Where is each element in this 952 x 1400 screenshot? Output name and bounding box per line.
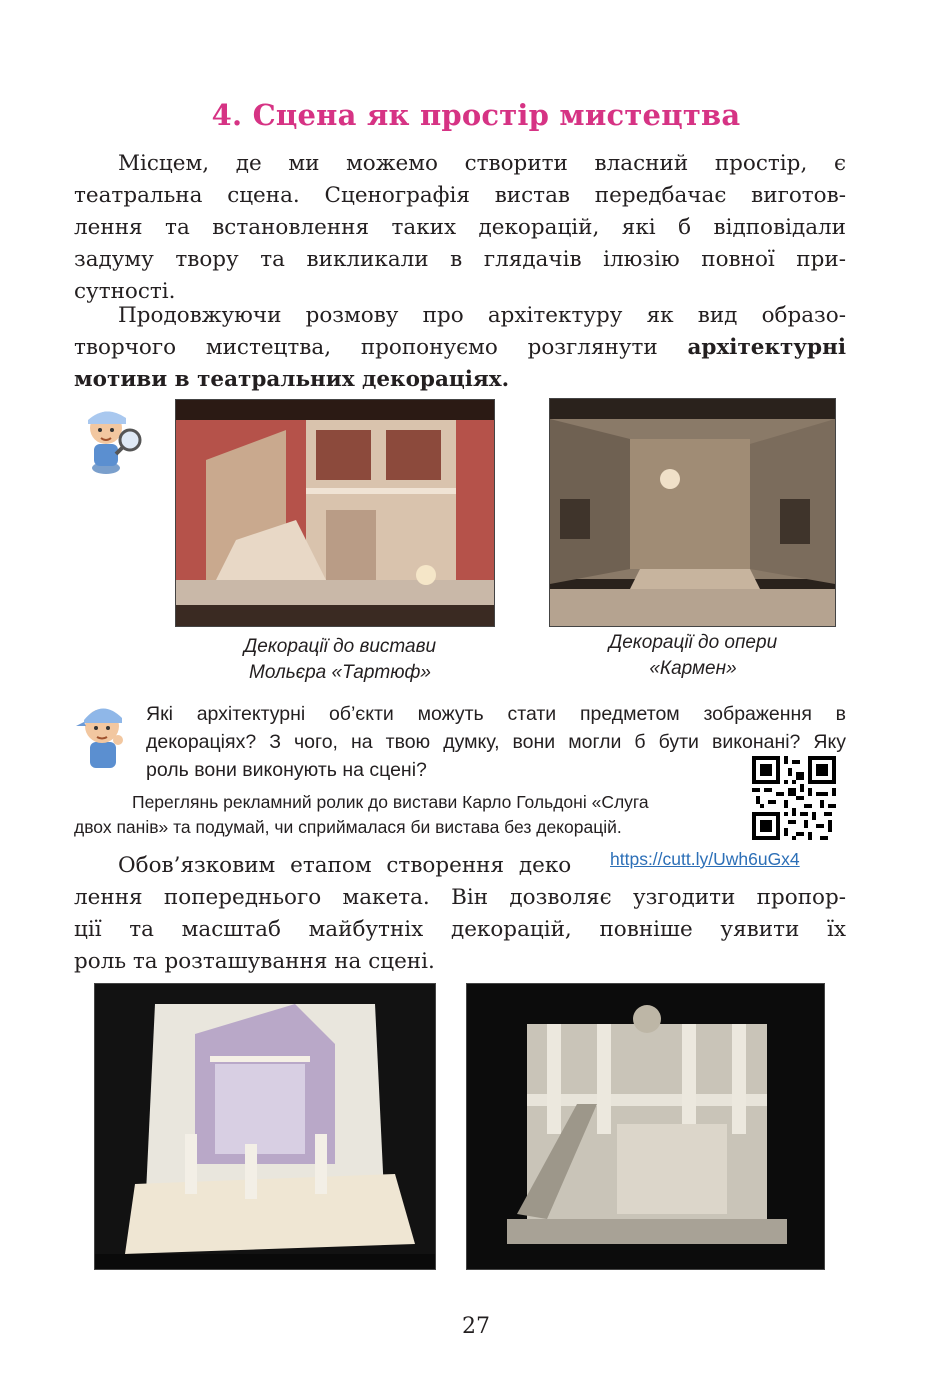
normal-text: творчого мистецтва, пропонуємо розглянути [74,335,688,360]
paragraph-line: ції та масштаб майбутніх декорацій, повніше уявити їх [74,917,846,942]
paragraph-architecture [74,300,846,396]
bold-term: архітектурні [687,335,846,360]
video-task-line: двох панів» та подумай, чи сприймалася би вистава без декорацій. [74,817,622,837]
question-line: декораціях? З чого, на твою думку, вони могли б бути виконані? Яку [146,731,846,753]
boy-magnifier-icon [76,398,148,478]
caption-line: «Кармен» [649,658,737,679]
video-task-line: Переглянь рекламний ролик до вистави Карло Гольдоні «Слуга [132,792,649,812]
video-link[interactable]: https://cutt.ly/Uwh6uGx4 [610,849,800,869]
paragraph-line: лення та встановлення таких декорацій, які б відповідали [74,215,846,240]
paragraph-intro [74,148,846,308]
question-line: Які архітектурні об’єкти можуть стати предметом зображення в [146,703,846,725]
carmen-caption [548,630,838,682]
paragraph-line [74,332,846,364]
palace-model-photo [466,983,825,1270]
bold-term: мотиви в театральних декораціях. [74,367,510,392]
paragraph-line: роль та розташування на сцені. [74,949,435,974]
house-model-photo [94,983,436,1270]
boy-thinking-icon [74,696,134,772]
paragraph-line: лення попереднього макета. Він дозволяє узгодити пропор- [74,885,846,910]
tartuffe-caption [185,634,495,686]
paragraph-line: театральна сцена. Сценографія вистав передбачає виготов- [74,183,846,208]
section-title: 4. Сцена як простір мистецтва [211,98,741,132]
question-line: роль вони виконують на сцені? [146,759,427,781]
paragraph-line: Продовжуючи розмову про архітектуру як вид образо- [118,303,846,328]
paragraph-line [74,364,846,396]
qr-code-icon[interactable] [752,756,836,840]
paragraph-line: сутності. [74,279,176,304]
paragraph-line: Місцем, де ми можемо створити власний простір, є [118,151,846,176]
caption-line: Декорації до опери [608,632,778,653]
paragraph-line: Обов’язковим етапом створення деко [118,853,572,878]
video-task-block [74,790,740,840]
question-block [146,700,846,784]
tartuffe-set-photo [175,399,495,627]
caption-line: Мольєра «Тартюф» [249,662,431,683]
carmen-set-photo [549,398,836,627]
caption-line: Декорації до вистави [243,636,437,657]
page-number: 27 [462,1314,490,1339]
paragraph-line: задуму твору та викликали в глядачів ілюзію повної при- [74,247,846,272]
